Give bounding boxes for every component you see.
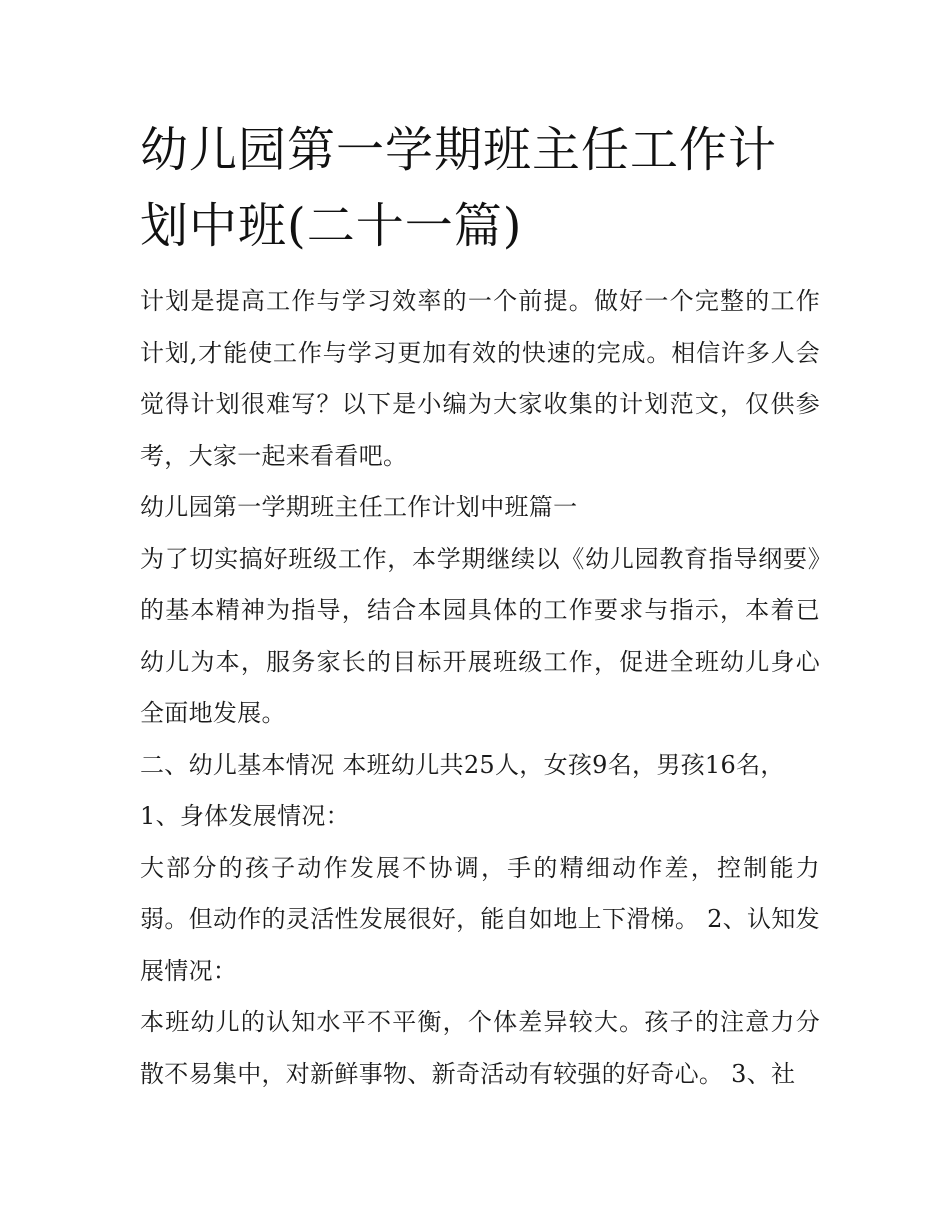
document-title: 幼儿园第一学期班主任工作计划中班(二十一篇) [140,122,778,254]
body-paragraph: 二、幼儿基本情况 本班幼儿共25人，女孩9名，男孩16名， [140,750,785,779]
document-body [140,112,820,1100]
intro-paragraph: 计划是提高工作与学习效率的一个前提。做好一个完整的工作计划,才能使工作与学习更加有效的快速的完成。相信许多人会觉得计划很难写？以下是小编为大家收集的计划范文，仅供参考，大家一起来看看吧。 [140,287,820,470]
body-paragraph: 1、身体发展情况： [140,802,350,830]
body-paragraph: 大部分的孩子动作发展不协调，手的精细动作差，控制能力弱。但动作的灵活性发展很好，能自如地上下滑梯。 2、认知发展情况： [140,853,820,985]
body-paragraph: 本班幼儿的认知水平不平衡，个体差异较大。孩子的注意力分散不易集中，对新鲜事物、新奇活动有较强的好奇心。 3、社 [140,1008,820,1088]
body-paragraph: 为了切实搞好班级工作，本学期继续以《幼儿园教育指导纲要》的基本精神为指导，结合本园具体的工作要求与指示，本着已幼儿为本，服务家长的目标开展班级工作，促进全班幼儿身心全面地发展。 [140,544,820,727]
section-heading: 幼儿园第一学期班主任工作计划中班篇一 [140,493,578,521]
